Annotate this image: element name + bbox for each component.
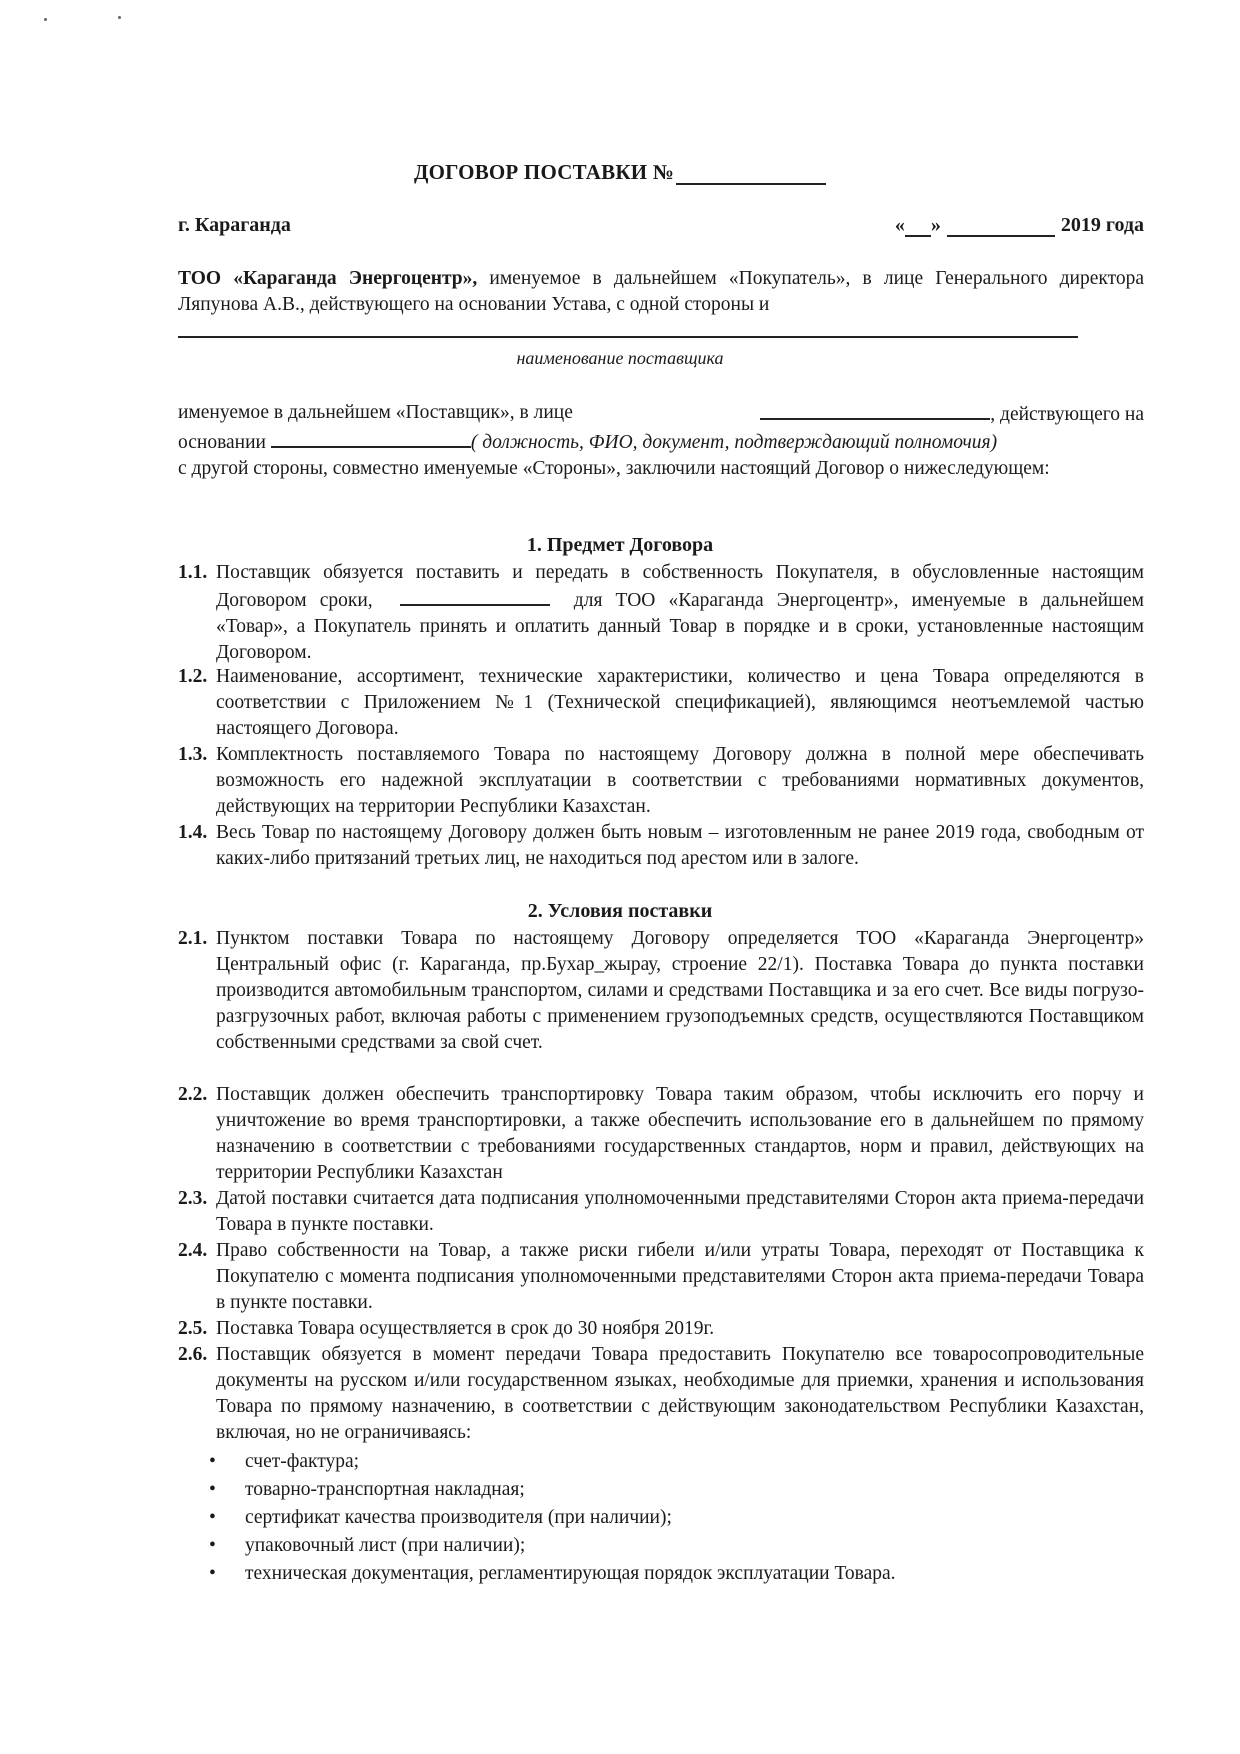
bullet-icon: • [209, 1563, 216, 1584]
document-title [0, 160, 1240, 185]
party2-line1 [178, 400, 1144, 428]
clause-number: 2.2. [178, 1084, 208, 1105]
preamble-party1 [178, 266, 1144, 318]
clause-text: Поставка Товара осуществляется в срок до 30 ноября 2019г. [216, 1318, 715, 1339]
party2-text-a: именуемое в дальнейшем «Поставщик», в лице [178, 402, 573, 423]
section-title-2: 2. Условия поставки [527, 900, 713, 922]
party2-line2 [178, 428, 1144, 456]
party2-hint: ( должность, ФИО, документ, подтверждающий полномочия) [470, 432, 998, 453]
clause-1-2 [178, 664, 1144, 742]
scan-speck [44, 18, 47, 21]
clause-2-3 [178, 1186, 1144, 1238]
list-item [205, 1504, 1105, 1532]
clause-text: Датой поставки считается дата подписания уполномоченными представителями Сторон акта приема-передачи Товара в пункте поставки. [216, 1188, 1144, 1235]
bullet-icon: • [209, 1451, 216, 1472]
clause-number: 2.1. [178, 928, 208, 949]
list-item-text: сертификат качества производителя (при наличии); [245, 1507, 672, 1528]
party2-text-b-wrap [760, 400, 1144, 428]
clause-text: Поставщик обязуется в момент передачи Товара предоставить Покупателю все товаросопроводительные документы на русском и/или государственном языках, необходимые для приемки, хранения и использования Товара по прямому назначению, в соответствии с действующим законодательством Республики Казахстан, включая, но не ограничиваясь: [216, 1344, 1144, 1443]
title-text: ДОГОВОР ПОСТАВКИ № [413, 160, 675, 184]
party2-text-c: с другой стороны, совместно именуемые «Стороны», заключили настоящий Договор о нижеследующем: [178, 458, 1050, 479]
clause-text: Наименование, ассортимент, технические характеристики, количество и цена Товара определяются в соответствии с Приложением №1 (Технической спецификацией), являющимся неотъемлемой частью настоящего Договора. [216, 666, 1144, 739]
list-item-text: техническая документация, регламентирующая порядок эксплуатации Товара. [245, 1563, 896, 1584]
month-blank [947, 219, 1055, 237]
bullet-icon: • [209, 1507, 216, 1528]
clause-2-4 [178, 1238, 1144, 1316]
clause-number: 2.6. [178, 1344, 208, 1365]
supplier-caption: наименование поставщика [516, 348, 724, 368]
clause-text: Право собственности на Товар, а также риски гибели и/или утраты Товара, переходят от Поставщика к Покупателю с момента подписания уполномоченными представителями Сторон акта приема-передачи Товара в пункте поставки. [216, 1240, 1144, 1313]
contract-date [895, 214, 1144, 237]
supplier-name-line [178, 336, 1078, 338]
list-item [205, 1532, 1105, 1560]
clause-text [216, 560, 1144, 666]
city: г. Караганда [178, 214, 291, 236]
clause-text: Поставщик должен обеспечить транспортировку Товара таким образом, чтобы исключить его порчу и уничтожение во время транспортировки, а также обеспечить использование его в дальнейшем по прямому назначению в соответствии с требованиями государственных стандартов, норм и правил, действующих на территории Республики Казахстан [216, 1084, 1144, 1183]
section-title-1: 1. Предмет Договора [526, 534, 714, 556]
clause-text: Комплектность поставляемого Товара по настоящему Договору должна в полной мере обеспечивать возможность его надежной эксплуатации в соответствии с требованиями нормативных документов, действующих на территории Республики Казахстан. [216, 744, 1144, 817]
date-year: 2019 года [1060, 214, 1144, 236]
clause-2-2 [178, 1082, 1144, 1186]
list-item-text: товарно-транспортная накладная; [245, 1479, 525, 1500]
documents-list [205, 1448, 1105, 1588]
clause-number: 1.3. [178, 744, 208, 765]
representative-blank [760, 400, 990, 420]
clause-number: 2.3. [178, 1188, 208, 1209]
list-item [205, 1560, 1105, 1588]
date-quote-close: » [930, 214, 941, 236]
day-blank [905, 219, 931, 237]
clause-text-b: для ТОО «Караганда Энергоцентр», именуемые в дальнейшем «Товар», а Покупатель принять и оплатить данный Товар в порядке и в сроки, установленные настоящим Договором. [216, 590, 1145, 663]
clause-2-5 [178, 1316, 1144, 1342]
clause-number: 2.5. [178, 1318, 208, 1339]
goods-blank [400, 586, 550, 606]
party2-basis: основании [178, 432, 266, 453]
clause-1-4 [178, 820, 1144, 872]
clause-text: Пунктом поставки Товара по настоящему Договору определяется ТОО «Караганда Энергоцентр» Центральный офис (г. Караганда, пр.Бухар_жырау, строение 22/1). Поставка Товара до пункта поставки производится автомобильным транспортом, силами и средствами Поставщика и за его счет. Все виды погрузо-разгрузочных работ, включая работы с применением грузоподъемных средств, осуществляются Поставщиком собственными средствами за свой счет. [216, 928, 1144, 1053]
contract-number-blank [676, 163, 826, 185]
bullet-icon: • [209, 1479, 216, 1500]
clause-text-a: Поставщик обязуется поставить и передать в собственность Покупателя, в обусловленные настоящим Договором сроки, [216, 562, 1144, 611]
scan-speck [118, 16, 121, 19]
clause-1-3 [178, 742, 1144, 820]
list-item [205, 1448, 1105, 1476]
basis-blank [271, 428, 471, 448]
party2-text-b: , действующего на [990, 404, 1144, 425]
buyer-name: ТОО «Караганда Энергоцентр», [178, 268, 478, 289]
clause-number: 1.2. [178, 666, 208, 687]
date-quote-open: « [894, 214, 905, 236]
list-item [205, 1476, 1105, 1504]
list-item-text: упаковочный лист (при наличии); [245, 1535, 526, 1556]
buyer-text: именуемое в дальнейшем «Покупатель», в лице Генерального директора Ляпунова А.В., действующего на основании Устава, с одной стороны и [178, 268, 1144, 315]
preamble-party2 [178, 400, 1144, 482]
clause-number: 2.4. [178, 1240, 208, 1261]
clause-1-1 [178, 560, 1144, 666]
bullet-icon: • [209, 1535, 216, 1556]
clause-text: Весь Товар по настоящему Договору должен быть новым – изготовленным не ранее 2019 года, свободным от каких-либо притязаний третьих лиц, не находиться под арестом или в залоге. [216, 822, 1144, 869]
clause-number: 1.1. [178, 562, 208, 583]
list-item-text: счет-фактура; [245, 1451, 360, 1472]
clause-2-6 [178, 1342, 1144, 1446]
clause-2-1 [178, 926, 1144, 1056]
clause-number: 1.4. [178, 822, 208, 843]
